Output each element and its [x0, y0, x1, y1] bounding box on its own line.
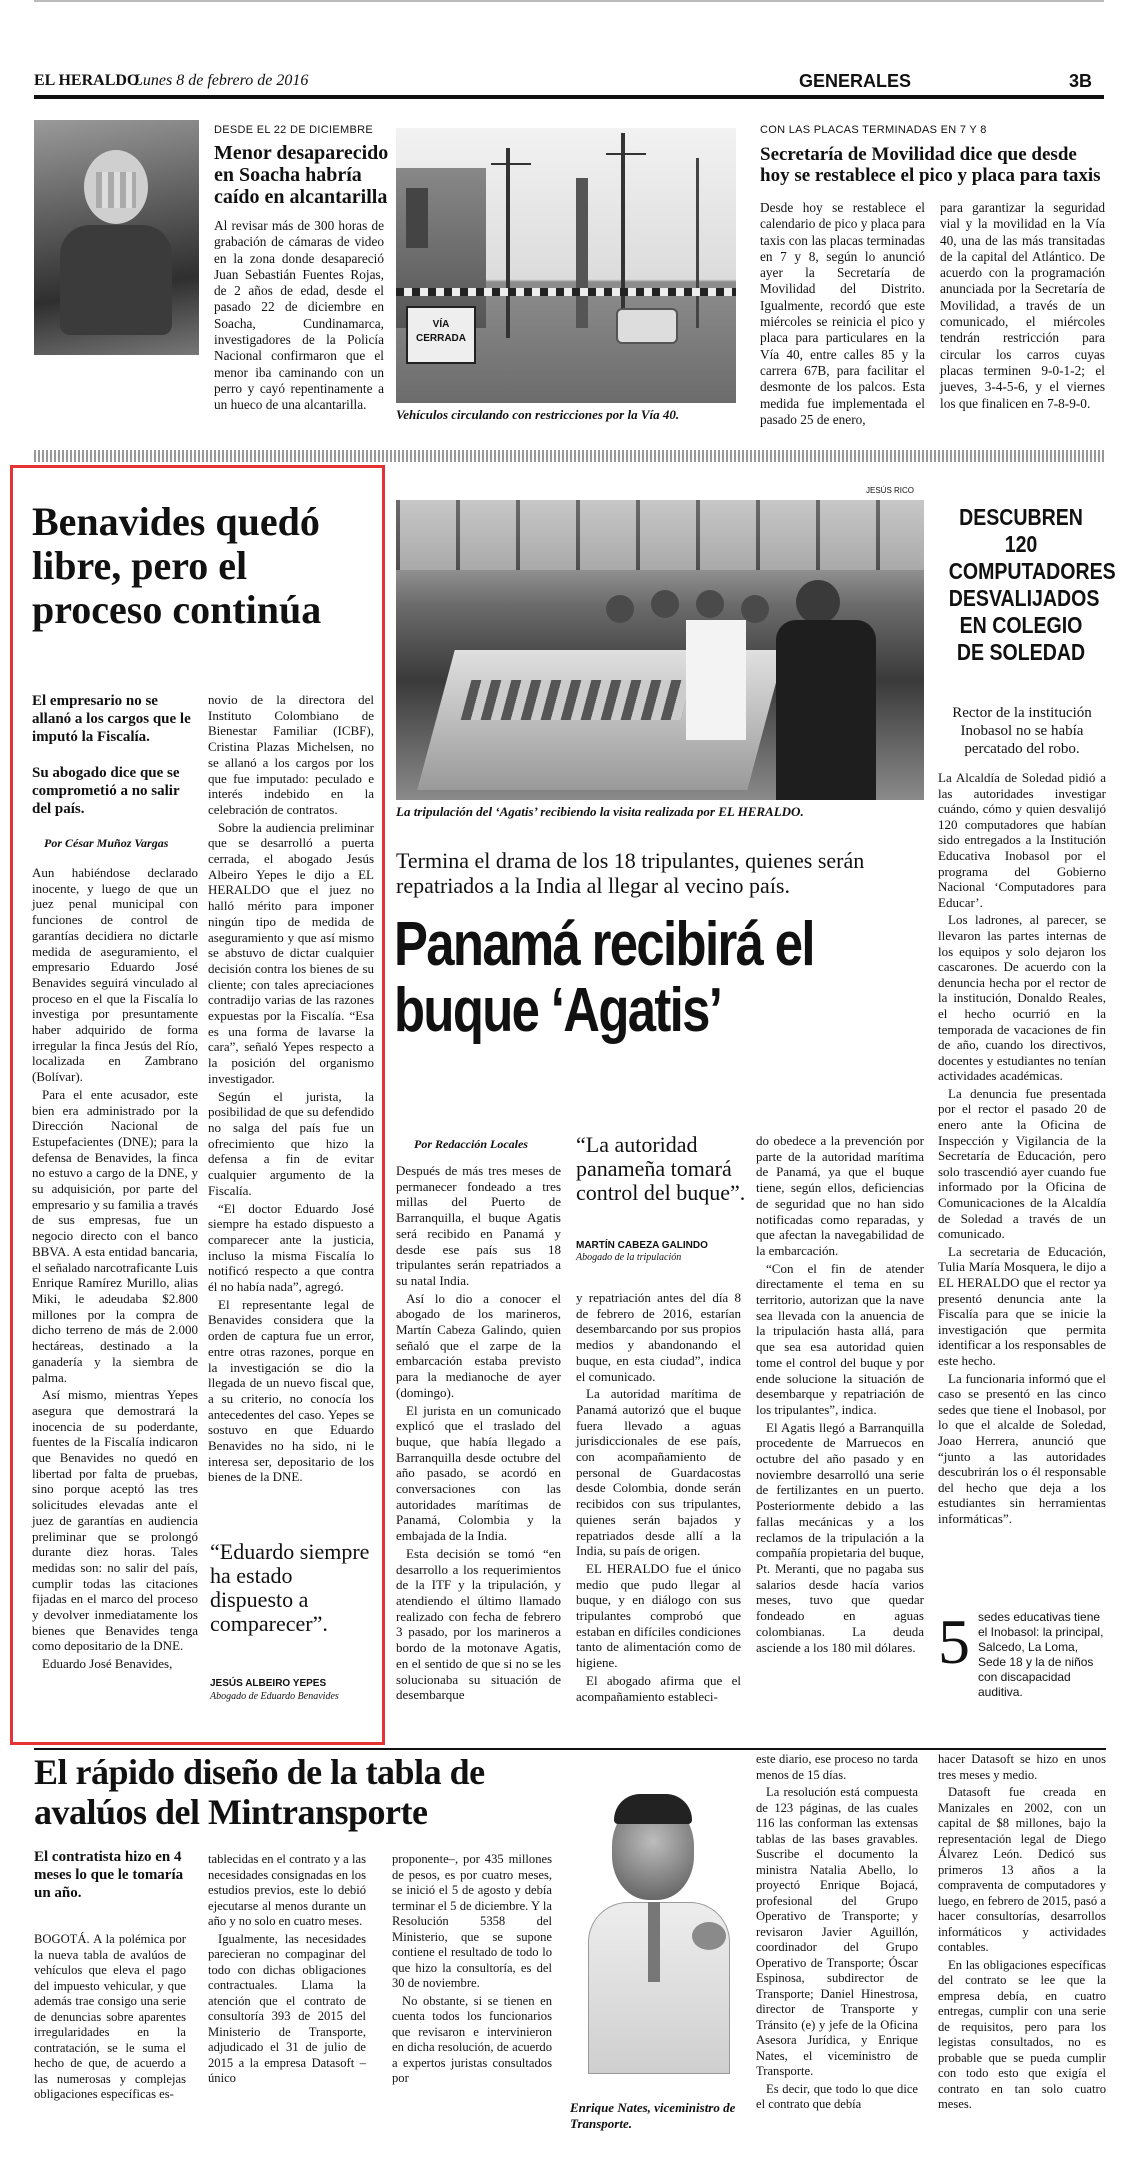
paragraph: La denuncia fue presentada por el rector el pasado 20 de enero ante la Oficina de Inspección y Vigilancia de la Secretaría de Educación, pero solo trascendió ayer cuando fue informado por la Oficina de Comunicaciones de la Alcaldía de Soledad a través de un comunicado. — [938, 1085, 1106, 1242]
agatis-quote-name: MARTÍN CABEZA GALINDO — [576, 1240, 708, 1251]
highway-photo — [396, 128, 736, 403]
paragraph: El representante legal de Benavides considera que la orden de captura fue un error, entre otras razones, porque en la investigación se dio la llegada de un nuevo fiscal que, a su criterio, no conocía los antecedentes del caso. Yepes se sostuvo en que Eduardo Benavides no ha sido, ni le interesa ser, depositario de los bienes de la DNE. — [208, 1296, 374, 1485]
benavides-pull-quote: “Eduardo siempre ha estado dispuesto a comparecer”. — [210, 1539, 370, 1636]
paragraph: novio de la directora del Instituto Colombiano de Bienestar Familiar (ICBF), Cristina Plazas Michelsen, no se allanó a los cargos por los que fue imputado: peculado e interés indebido en la celebración de contratos. — [208, 692, 374, 817]
soledad-fact-text: sedes educativas tiene el Inobasol: la principal, Salcedo, La Loma, Sede 18 y la de niños con discapacidad auditiva. — [978, 1610, 1104, 1699]
benavides-quote-role: Abogado de Eduardo Benavides — [210, 1691, 339, 1702]
avaluos-col-3 — [392, 1852, 552, 2089]
paragraph: Eduardo José Benavides, — [42, 1656, 173, 1672]
paragraph: para garantizar la seguridad vial y la movilidad en la Vía 40, una de las más transitadas de la capital del Atlántico. De acuerdo con la programación anunciada por la Secretaría de Movilidad, a través de un comunicado, el miércoles tendrán restricción para circular los carros cuyas placas terminen 9-0-1-2; el jueves, 3-4-5-6, y el viernes los que finalicen en 7-8-9-0. — [940, 200, 1105, 411]
paragraph: Los ladrones, al parecer, se llevaron las partes internas de los equipos y solo dejaron los cascarones. De acuerdo con la denuncia hecha por el rector de la institución, Donaldo Reales, el hecho ocurrió en la temporada de vacaciones de fin de año, cuando los directivos, docentes y estudiantes no tenían actividades académicas. — [938, 912, 1106, 1084]
avaluos-headline: El rápido diseño de la tabla de avalúos del Mintransporte — [34, 1752, 485, 1832]
agatis-photo-credit: JESÚS RICO — [866, 486, 915, 495]
paragraph: Así lo dio a conocer el abogado de los marineros, Martín Cabeza Galindo, quien señaló que el zarpe de la embarcación estaba previsto para la medianoche de ayer (domingo). — [396, 1290, 561, 1400]
paragraph: BOGOTÁ. A la polémica por la nueva tabla de avalúos de vehículos que eleva el pago del impuesto vehicular, y que además trae consigo una serie de denuncias sobre aparentes irregularidades en la contratación, se le suma el hecho de que, de acuerdo a las numerosas y complejas obligaciones específicas es- — [34, 1932, 186, 2101]
paragraph: Aun habiéndose declarado inocente, y luego de que un juez penal municipal con funciones de control de garantías decidiera no dictarle medida de aseguramiento, el empresario Eduardo José Benavides seguirá vinculado al proceso en el que la Fiscalía lo investiga por presuntamente haber adquirido de forma irregular la finca Jesús del Río, localizada en Zambrano (Bolívar). — [32, 865, 198, 1085]
soledad-headline: DESCUBREN 120 COMPUTADORES DESVALIJADOS EN COLEGIO DE SOLEDAD — [948, 504, 1116, 665]
paragraph: Según el jurista, la posibilidad de que su defendido no salga del país fue un ofrecimiento que hizo la defensa a fin de evitar cualquier argumento de la Fiscalía. — [208, 1088, 374, 1198]
ship-caption: La tripulación del ‘Agatis’ recibiendo la visita realizada por EL HERALDO. — [396, 804, 804, 819]
benavides-summary-1: El empresario no se allanó a los cargos que le imputó la Fiscalía. — [32, 693, 191, 745]
paragraph: Igualmente, las necesidades parecieran no compaginar del todo con dichas obligaciones contractuales. Llama la atención que el contrato de consultoría 393 de 2015 del Ministerio de Transporte, adjudicado el 31 de julio de 2015 a la empresa Datasoft –único — [208, 1931, 366, 2085]
paragraph: tablecidas en el contrato y a las necesidades consignadas en los estudios previos, este lo debió ejecutarse al menos durante un año y no solo en cuatro meses. — [208, 1852, 366, 1928]
paragraph: este diario, ese proceso no tarda menos de 15 días. — [756, 1752, 918, 1782]
benavides-byline: Por César Muñoz Vargas — [44, 836, 169, 850]
paragraph: La funcionaria informó que el caso se presentó en las cinco sedes que tiene el Inobasol, por lo que el alcalde de Soledad, Joao Herrera, anunció que “junto a las autoridades descubrirán los o él responsable del hecho que deja a los estudiantes sin herramientas informáticas”. — [938, 1370, 1106, 1526]
benavides-col-2 — [208, 692, 374, 1487]
paragraph: “El doctor Eduardo José siempre ha estado dispuesto a comparecer ante la justicia, incluso la misma Fiscalía lo notificó respecto a que contra él no había nada”, agregó. — [208, 1200, 374, 1295]
paragraph: Es decir, que todo lo que dice el contrato que debía — [756, 2081, 918, 2111]
agatis-col-3 — [756, 1133, 924, 1657]
movilidad-col-2 — [940, 200, 1105, 414]
paragraph: No obstante, si se tienen en cuenta todos los funcionarios que revisaron e intervinieron en dicha resolución, de acuerdo a expertos juristas consultados por — [392, 1993, 552, 2085]
paragraph: La resolución está compuesta de 123 páginas, de las cuales 116 las conforman las extensas tablas de las bases gravables. Suscribe el documento la ministra Natalia Abello, lo proyectó Enrique Bojacá, profesional del Grupo Operativo de Transporte; y revisaron Javier Aguillón, coordinador del Grupo Operativo de Transporte; Óscar Espinosa, subdirector de Transporte; Daniel Hinestrosa, director de Transporte y Tránsito (e) y jefe de la Oficina Asesora Jurídica, y Enrique Nates, el viceministro de Transporte. — [756, 1785, 918, 2078]
masthead — [34, 0, 1104, 105]
soledad-summary: Rector de la institución Inobasol no se había percatado del robo. — [952, 705, 1092, 757]
benavides-quote-name: JESÚS ALBEIRO YEPES — [210, 1678, 327, 1689]
ship-crew-photo — [396, 500, 924, 800]
missing-headline: Menor desaparecido en Soacha habría caído en alcantarilla — [214, 142, 389, 208]
soledad-fact-number: 5 — [938, 1606, 970, 1677]
paragraph: Sobre la audiencia preliminar que se desarrolló a puerta cerrada, el abogado Jesús Albeiro Yepes le dijo a EL HERALDO que el juez no halló mérito para imponer ningún tipo de medida de aseguramiento y que así mismo se abstuvo de dictar cualquier decisión contra los bienes de su cliente; con tales apreciaciones contradijo varias de las razones expuestas por la Fiscalía. “Esa es una forma de lavarse la cara”, señaló Yepes respecto a la posición del organismo investigador. — [208, 819, 374, 1086]
nates-portrait — [570, 1752, 742, 2097]
section-divider — [34, 450, 1106, 462]
road-closed-sign: VÍA CERRADA — [406, 306, 476, 364]
benavides-col-1 — [32, 865, 198, 1674]
nates-caption: Enrique Nates, viceministro de Transporte. — [570, 2100, 736, 2131]
agatis-col-1 — [396, 1163, 561, 1705]
avaluos-summary: El contratista hizo en 4 meses lo que le tomaría un año. — [34, 1849, 184, 1901]
movilidad-col-1 — [760, 200, 925, 430]
paragraph: Esta decisión se tomó “en desarrollo a los requerimientos de la ITF y la tripulación, y atendiendo el último llamado realizado con fecha de febrero 3 pasado, por los marineros a bordo de la motonave Agatis, en el sentido de que si no se les solucionaba su situación de desembarque — [396, 1545, 561, 1703]
paragraph: La autoridad marítima de Panamá autorizó que el buque fuera llevado a aguas jurisdiccionales de ese país, con acompañamiento de personal de Guardacostas desde Colombia, donde serán recibidos con sus tripulantes, quienes serán bajados y repatriados desde allí a la India, su país de origen. — [576, 1386, 741, 1559]
paragraph: El jurista en un comunicado explicó que el traslado del buque, que había llegado a Barranquilla desde octubre del año pasado, se acordó en conversaciones con las autoridades marítimas de Panamá, Colombia y la embajada de la India. — [396, 1402, 561, 1544]
movilidad-headline: Secretaría de Movilidad dice que desde hoy se restablece el pico y placa para taxis — [760, 144, 1101, 186]
masthead-page: 3B — [1069, 71, 1093, 91]
agatis-quote-role: Abogado de la tripulación — [576, 1252, 682, 1263]
benavides-summary-2: Su abogado dice que se comprometió a no salir del país. — [32, 765, 180, 817]
paragraph: El Agatis llegó a Barranquilla procedente de Marruecos en octubre del año pasado y en noviembre desarrolló una serie de fertilizantes en un puerto. Posteriormente debido a las fallas mecánicas y a los reclamos de la tripulación a la compañía propietaria del buque, Pt. Meranti, que no pagaba sus salarios desde hacía varios meses, tuvo que quedar fondeado en aguas colombianas. La deuda asciende a los 180 mil dólares. — [756, 1419, 924, 1655]
avaluos-col-4 — [756, 1752, 918, 2115]
avaluos-col-1 — [34, 1932, 186, 2105]
paragraph: Así mismo, mientras Yepes asegura que demostrará la inocencia de su poderdante, fuentes de la Fiscalía indicaron que Benavides no quedó en libertad por falta de pruebas, sino porque aceptó las tres solicitudes elevadas ante el juez de garantías en audiencia preliminar que se prolongó durante diez horas. Tales medidas son: no salir del país, cumplir todas las citaciones fijadas en el marco del proceso y devolver inmediatamente los bienes que Benavides tenga como depositario de la DNE. — [32, 1387, 198, 1654]
movilidad-kicker: CON LAS PLACAS TERMINADAS EN 7 Y 8 — [760, 124, 987, 136]
paragraph: En las obligaciones específicas del contrato se lee que la empresa debía, en cuatro entregas, cumplir con una serie de requisitos, pero para los legistas consultados, no es probable que se pueda cumplir con todo esto que exigía el contrato en tan solo cuatro meses. — [938, 1957, 1106, 2111]
missing-body — [214, 218, 384, 416]
agatis-col-2 — [576, 1290, 741, 1706]
masthead-section: GENERALES — [799, 71, 912, 91]
avaluos-col-2 — [208, 1852, 366, 2089]
agatis-pull-quote: “La autoridad panameña tomará control del buque”. — [576, 1132, 746, 1205]
masthead-date: Lunes 8 de febrero de 2016 — [134, 72, 309, 89]
paragraph: Al revisar más de 300 horas de grabación de cámaras de video en la zona donde desapareció Juan Sebastián Fuentes Rojas, de 2 años de edad, desde el pasado 22 de diciembre en Soacha, Cundinamarca, investigadores de la Policía Nacional confirmaron que el menor iba caminando con un perro y cayó repentinamente a un hueco de una alcantarilla. — [214, 218, 384, 413]
agatis-byline: Por Redacción Locales — [414, 1137, 528, 1151]
paragraph: La secretaria de Educación, Tulia María Mosquera, le dijo a EL HERALDO que el rector ya presentó denuncia ante la Fiscalía para que se inicie la investigación que permita identificar a los responsables de este hecho. — [938, 1243, 1106, 1368]
paragraph: Después de más tres meses de permanecer fondeado a tres millas del Puerto de Barranquilla, el buque Agatis será recibido en Panamá y desde ese país sus 18 tripulantes serán repatriados a su natal India. — [396, 1163, 561, 1288]
paragraph: proponente–, por 435 millones de pesos, es por cuatro meses, se inició el 5 de agosto y debía terminar el 5 de diciembre. Y la Resolución 5358 del Ministerio, que se supone contiene el resultado de todo lo que hizo la consultoría, es del 30 de noviembre. — [392, 1852, 552, 1990]
highway-caption: Vehículos circulando con restricciones por la Vía 40. — [396, 407, 680, 422]
masthead-paper: EL HERALDO — [34, 72, 140, 89]
agatis-headline: Panamá recibirá el buque ‘Agatis’ — [394, 910, 814, 1045]
benavides-headline: Benavides quedó libre, pero el proceso continúa — [32, 499, 322, 632]
avaluos-col-5 — [938, 1752, 1106, 2115]
paragraph: do obedece a la prevención por parte de la autoridad marítima de Panamá, ya que el buque tiene, según ellos, deficiencias de seguridad que no han sido notificadas como reparadas, y que afectan la navegabilidad de la embarcación. — [756, 1133, 924, 1258]
soledad-body — [938, 770, 1106, 1529]
child-photo — [34, 120, 199, 355]
paragraph: La Alcaldía de Soledad pidió a las autoridades investigar cuándo, cómo y quien desvalijó 120 computadores que habían sido entregados a la Institución Educativa Inobasol por el programa del Gobierno Nacional ‘Computadores para Educar’. — [938, 770, 1106, 910]
paragraph: El abogado afirma que el acompañamiento estableci- — [576, 1672, 741, 1704]
paragraph: y repatriación antes del día 8 de febrero de 2016, estarían desembarcando por sus propios medios y abandonando el buque, en esta ciudad”, indica el comunicado. — [576, 1290, 741, 1384]
paragraph: Datasoft fue creada en Manizales en 2002, con un capital de $8 millones, bajo la representación legal de Diego Álvarez León. Dedicó sus primeros 13 años a la compraventa de computadores y luego, en febrero de 2015, pasó a hacer consultorías, desarrollos informáticos y actividades contables. — [938, 1785, 1106, 1954]
agatis-deck: Termina el drama de los 18 tripulantes, quienes serán repatriados a la India al llegar al vecino país. — [396, 848, 865, 898]
missing-kicker: DESDE EL 22 DE DICIEMBRE — [214, 124, 374, 136]
paragraph: “Con el fin de atender directamente el tema en su territorio, autorizan que la nave sea llevada con la anuencia de la tripulación hasta allá, para que sea esa autoridad quien tome el control del buque y por ende solucione la situación de desembarque y repatriación de los tripulantes”, indica. — [756, 1260, 924, 1417]
paragraph: hacer Datasoft se hizo en unos tres meses y medio. — [938, 1752, 1106, 1782]
paragraph: EL HERALDO fue el único medio que pudo llegar al buque, y en diálogo con sus tripulantes comprobó que estaban en difíciles condiciones tanto de alimentación como de higiene. — [576, 1560, 741, 1671]
paragraph: Para el ente acusador, este bien era administrado por la Dirección Nacional de Estupefacientes (DNE); para la defensa de Benavides, la finca no estuvo a cargo de la DNE, y su adquisición, por parte del empresario y su familia a través de sus empresas, fue un negocio directo con el banco BBVA. A esta entidad bancaria, el señalado narcotraficante Luis Enrique Ramírez Murillo, alias Miki, le adeudaba $2.800 millones por la compra de dicho terreno de más de 2.000 hectáreas, destinado a la ganadería y la siembra de palma. — [32, 1086, 198, 1385]
paragraph: Desde hoy se restablece el calendario de pico y placa para taxis con las placas terminadas en 7 y 8, según lo anunció ayer la Secretaría de Movilidad del Distrito. Igualmente, recordó que este miércoles se reinicia el pico y placa para particulares en la Vía 40, entre calles 85 y la carrera 67B, para facilitar el desmonte de los palcos. Esta medida fue implementada el pasado 25 de enero, — [760, 200, 926, 427]
